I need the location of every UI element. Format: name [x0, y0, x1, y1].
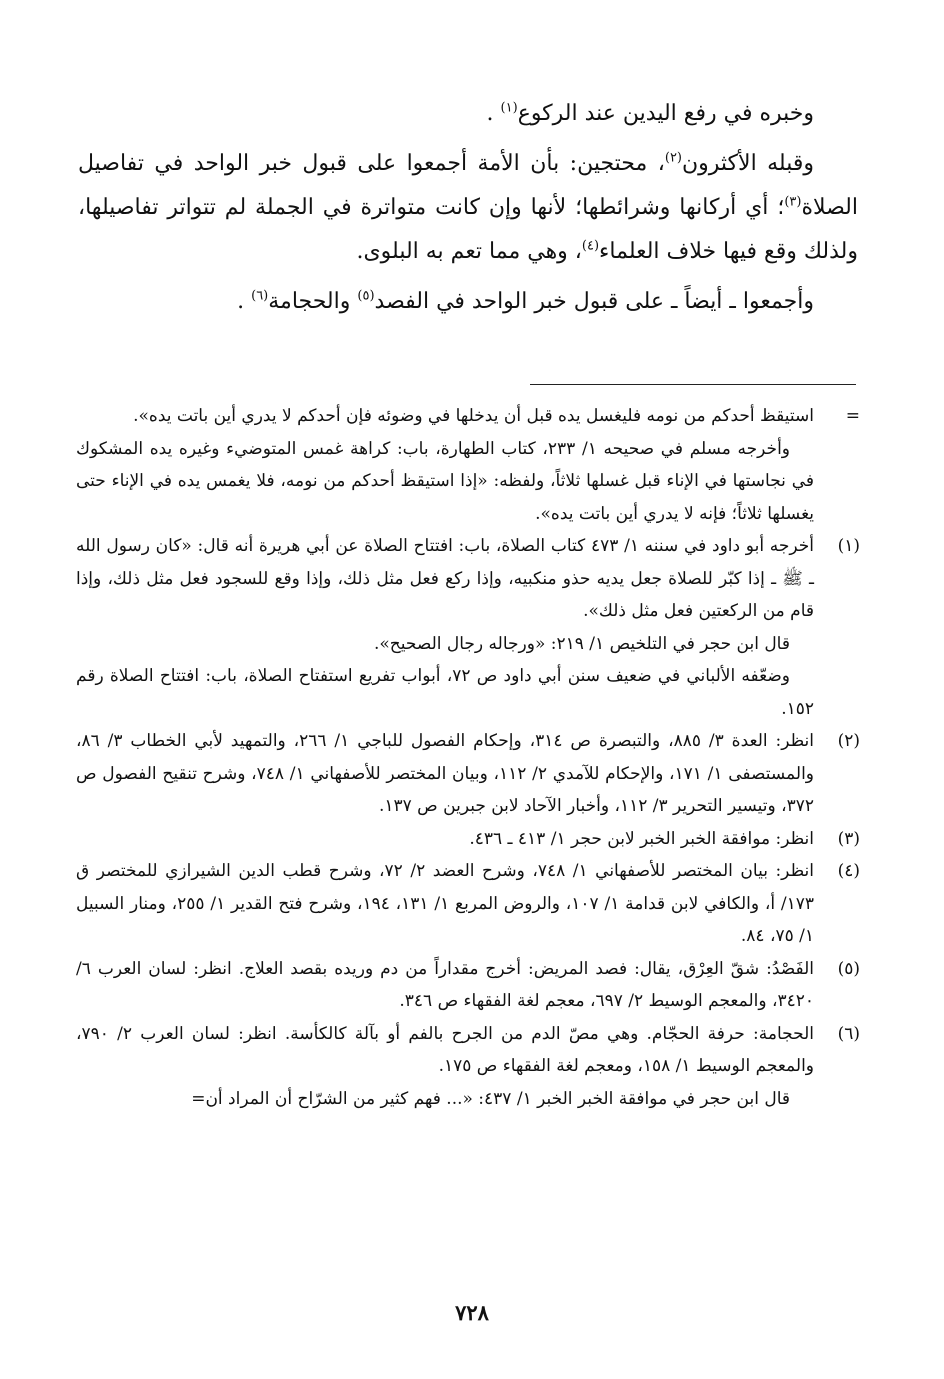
- footnote-ref: (٣): [784, 194, 802, 210]
- footnote-paragraph: الحجامة: حرفة الحجّام. وهي مصّ الدم من الجرح بالفم أو بآلة كالكأسة. انظر: لسان العرب ٢/ ٧٩٠، والمعجم الوسيط ١/ ١٥٨، ومعجم لغة الفقهاء ص ١٧٥.: [76, 1023, 814, 1076]
- footnote-ref: (٦): [251, 288, 269, 304]
- footnote-paragraph: قال ابن حجر في موافقة الخبر الخبر ١/ ٤٣٧: «... فهم كثير من الشرّاح أن المراد أن=: [191, 1088, 790, 1109]
- paragraph-2-text-a: وقبله الأكثرون: [682, 151, 814, 176]
- footnote-6: [76, 1018, 860, 1116]
- paragraph-2-text-d: ، وهي مما تعم به البلوى.: [356, 239, 582, 264]
- paragraph-1-text: وخبره في رفع اليدين عند الركوع: [517, 101, 814, 126]
- paragraph-3-text-b: والحجامة: [268, 289, 358, 314]
- footnote-paragraph: وضعّفه الألباني في ضعيف سنن أبي داود ص ٧٢، أبواب تفريع استفتاح الصلاة، باب: افتتاح الصلاة رقم ١٥٢.: [76, 666, 814, 719]
- footnote-2: [76, 725, 860, 823]
- footnote-ref: (١): [500, 100, 518, 116]
- main-text: [78, 92, 858, 324]
- paragraph-1-end: .: [486, 101, 494, 126]
- paragraph-2-text-c: ؛ أي أركانها وشرائطها؛ لأنها وإن كانت متواترة في الجملة لم تتواتر تفاصيلها، ولذلك وقع فيها خلاف العلماء: [78, 195, 858, 264]
- footnote-paragraph: وأخرجه مسلم في صحيحه ١/ ٢٣٣، كتاب الطهارة، باب: كراهة غمس المتوضيء وغيره يده المشكوك في نجاستها في الإناء قبل غسلها ثلاثاً، ولفظه: «إذا استيقظ أحدكم من نومه، فلا يغمس يده في الإناء حتى يغسلها ثلاثاً؛ فإنه لا يدري أين باتت يده».: [76, 438, 814, 524]
- footnote-paragraph: انظر: بيان المختصر للأصفهاني ١/ ٧٤٨، وشرح العضد ٢/ ٧٢، وشرح قطب الدين الشيرازي للمختصر ق ١٧٣/ أ، والكافي لابن قدامة ١/ ١٠٧، والروض المربع ١/ ١٣١، ١٩٤، وشرح فتح القدير ١/ ٢٥٥، ومنار السبيل ١/ ٧٥، ٨٤.: [76, 861, 815, 946]
- paragraph-2: [78, 142, 858, 274]
- continuation-marker: =: [845, 406, 860, 426]
- footnote-number: (٥): [837, 958, 860, 979]
- footnote-paragraph: انظر: موافقة الخبر الخبر لابن حجر ١/ ٤١٣ ـ ٤٣٦.: [469, 828, 814, 849]
- footnote-paragraph: انظر: العدة ٣/ ٨٨٥، والتبصرة ص ٣١٤، وإحكام الفصول للباجي ١/ ٢٦٦، والتمهيد لأبي الخطاب ٣/ ٨٦، والمستصفى ١/ ١٧١، والإحكام للآمدي ٢/ ١١٢، وبيان المختصر للأصفهاني ١/ ٧٤٨، وشرح تنقيح الفصول ص ٣٧٢، وتيسير التحرير ٣/ ١١٢، وأخبار الآحاد لابن جبرين ص ١٣٧.: [76, 731, 815, 816]
- footnote-ref: (٤): [581, 238, 600, 254]
- paragraph-2-text-b: ، محتجين: بأن الأمة أجمعوا على قبول خبر الواحد في تفاصيل الصلاة: [78, 151, 858, 220]
- footnote-number: (٤): [837, 861, 860, 881]
- paragraph-1: [78, 92, 858, 136]
- footnote-3: [76, 823, 860, 856]
- footnote-paragraph: استيقظ أحدكم من نومه فليغسل يده قبل أن يدخلها في وضوئه فإن أحدكم لا يدري أين باتت يده».: [133, 406, 814, 426]
- footnotes: [76, 400, 860, 1115]
- footnote-number: (١): [837, 536, 860, 556]
- footnote-5: [76, 953, 860, 1018]
- footnote-ref: (٥): [357, 288, 375, 304]
- footnote-paragraph: قال ابن حجر في التلخيص ١/ ٢١٩: «ورجاله رجال الصحيح».: [373, 633, 790, 654]
- footnote-separator: [530, 384, 856, 385]
- paragraph-3-end: .: [237, 289, 245, 314]
- footnote-1: [76, 530, 860, 725]
- footnote-number: (٢): [837, 731, 860, 751]
- footnote-continued: [76, 400, 860, 530]
- page-number: ٧٢٨: [455, 1300, 489, 1325]
- footnote-number: (٦): [837, 1023, 860, 1044]
- footnote-paragraph: أخرجه أبو داود في سننه ١/ ٤٧٣ كتاب الصلاة، باب: افتتاح الصلاة عن أبي هريرة أنه قال: «كان رسول الله ـ ﷺ ـ إذا كبّر للصلاة جعل يديه حذو منكبيه، وإذا ركع فعل مثل ذلك، وإذا وقع للسجود فعل مثل ذلك، وإذا قام من الركعتين فعل مثل ذلك».: [76, 536, 815, 621]
- paragraph-3: [78, 280, 858, 324]
- footnote-paragraph: الفَصْدُ: شقّ العِرْق، يقال: فصد المريض: أخرج مقداراً من دم وريده بقصد العلاج. انظر: لسان العرب ٦/ ٣٤٢٠، والمعجم الوسيط ٢/ ٦٩٧، معجم لغة الفقهاء ص ٣٤٦.: [76, 958, 814, 1011]
- footnote-number: (٣): [837, 828, 860, 849]
- footnote-ref: (٢): [664, 150, 682, 166]
- paragraph-3-text-a: وأجمعوا ـ أيضاً ـ على قبول خبر الواحد في الفصد: [374, 289, 814, 314]
- footnote-4: [76, 855, 860, 953]
